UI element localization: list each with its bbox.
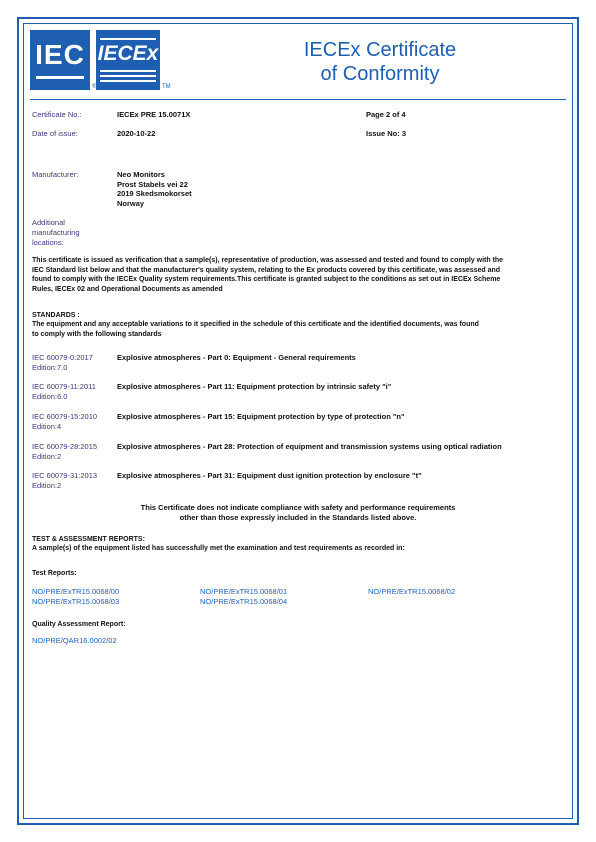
page-number: Page 2 of 4 (366, 110, 406, 119)
issue-number: Issue No: 3 (366, 129, 407, 138)
standard-description: Explosive atmospheres - Part 31: Equipment dust ignition protection by enclosure "t" (117, 471, 422, 480)
standard-code: IEC 60079-15:2010 Edition:4 (32, 412, 98, 431)
test-report-link[interactable]: NO/PRE/ExTR15.0068/02 (368, 587, 456, 596)
standard-description: Explosive atmospheres - Part 11: Equipment protection by intrinsic safety "i" (117, 382, 392, 391)
trademark-mark: TM (162, 84, 171, 90)
certification-statement: This certificate is issued as verification that a sample(s), representative of production, was assessed and tested and found to comply with the IEC Standard list below and that the manufacturer's quality system, relating to the Ex products covered by this certificate, was assessed and found to comply with the IECEx Quality system requirements.This certificate is granted subject to the conditions as set out in IECEx Scheme Rules, IECEx 02 and Operational Documents as amended (32, 257, 504, 293)
test-report-link[interactable]: NO/PRE/ExTR15.0068/01 (200, 587, 288, 596)
page-title: IECEx Certificate of Conformity (303, 39, 457, 85)
registered-mark: ® (92, 84, 97, 90)
certificate-no-label: Certificate No.: (32, 110, 82, 119)
quality-report-label: Quality Assessment Report: (32, 621, 126, 628)
iecex-logo: IECEx (96, 30, 160, 90)
standards-heading: STANDARDS : (32, 312, 80, 319)
quality-report-link[interactable]: NO/PRE/QAR16.0002/02 (32, 636, 117, 645)
standard-description: Explosive atmospheres - Part 0: Equipment - General requirements (117, 353, 356, 362)
manufacturer-address: Neo Monitors Prost Stabels vei 22 2019 Skedsmokorset Norway (117, 170, 192, 208)
reports-heading: TEST & ASSESSMENT REPORTS: (32, 536, 145, 543)
standard-description: Explosive atmospheres - Part 15: Equipment protection by type of protection "n" (117, 412, 405, 421)
iec-logo: IEC (30, 30, 90, 90)
additional-locations-label: Additional manufacturing locations: (32, 218, 80, 247)
reports-intro: A sample(s) of the equipment listed has successfully met the examination and test requirements as recorded in: (32, 545, 405, 552)
compliance-note: This Certificate does not indicate compliance with safety and performance requirements other than those expressly included in the Standards listed above. (140, 503, 456, 522)
standard-code: IEC 60079-28:2015 Edition:2 (32, 442, 98, 461)
standards-intro: The equipment and any acceptable variations to it specified in the schedule of this certificate and the identified documents, was found to comply with the following standards (32, 321, 479, 338)
header-rule (30, 99, 566, 100)
certificate-no-value: IECEx PRE 15.0071X (117, 110, 191, 119)
standard-description: Explosive atmospheres - Part 28: Protection of equipment and transmission systems using optical radiation (117, 442, 502, 451)
test-reports-label: Test Reports: (32, 570, 77, 577)
manufacturer-label: Manufacturer: (32, 170, 79, 179)
standard-code: IEC 60079-0:2017 Edition:7.0 (32, 353, 93, 372)
standard-code: IEC 60079-31:2013 Edition:2 (32, 471, 98, 490)
date-of-issue-label: Date of issue: (32, 129, 78, 138)
page-border-inner (23, 23, 573, 819)
test-report-link[interactable]: NO/PRE/ExTR15.0068/03 (32, 597, 120, 606)
date-of-issue-value: 2020-10-22 (117, 129, 156, 138)
test-report-link[interactable]: NO/PRE/ExTR15.0068/04 (200, 597, 288, 606)
test-report-link[interactable]: NO/PRE/ExTR15.0068/00 (32, 587, 120, 596)
standard-code: IEC 60079-11:2011 Edition:6.0 (32, 382, 96, 401)
